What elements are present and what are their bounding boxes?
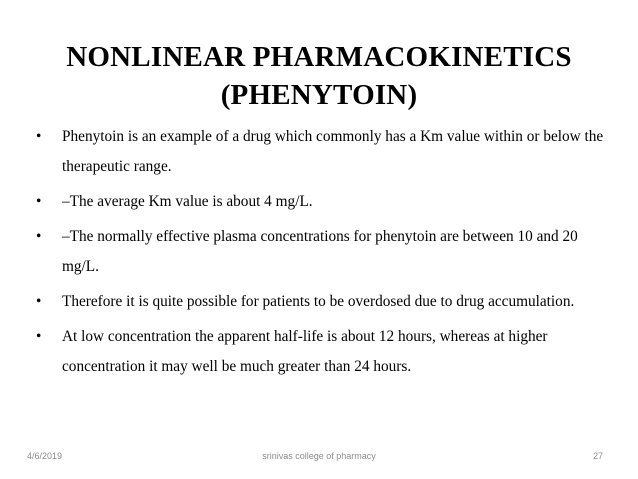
bullet-item (36, 122, 606, 182)
bullet-list (36, 122, 606, 387)
bullet-marker: • (36, 193, 42, 210)
bullet-text: –The average Km value is about 4 mg/L. (62, 193, 313, 210)
footer-organization: srinivas college of pharmacy (262, 451, 376, 461)
bullet-item (36, 287, 606, 317)
bullet-marker: • (36, 328, 42, 345)
footer-page-number: 27 (592, 451, 603, 461)
bullet-item (36, 222, 606, 282)
bullet-text: Therefore it is quite possible for patients to be overdosed due to drug accumulation. (62, 293, 575, 310)
bullet-text: –The normally effective plasma concentrations for phenytoin are between 10 and 20 mg/L. (62, 228, 578, 275)
slide-title (20, 38, 618, 114)
bullet-text: Phenytoin is an example of a drug which commonly has a Km value within or below the therapeutic range. (62, 128, 604, 175)
bullet-text: At low concentration the apparent half-life is about 12 hours, whereas at higher concentration it may well be much greater than 24 hours. (62, 328, 548, 375)
bullet-item (36, 322, 606, 382)
bullet-marker: • (36, 293, 42, 310)
bullet-marker: • (36, 228, 42, 245)
slide-title-line-1: NONLINEAR PHARMACOKINETICS (66, 41, 572, 73)
bullet-marker: • (36, 128, 42, 145)
footer-date: 4/6/2019 (27, 451, 63, 461)
bullet-item (36, 187, 606, 217)
slide-title-line-2: (PHENYTOIN) (220, 79, 418, 111)
